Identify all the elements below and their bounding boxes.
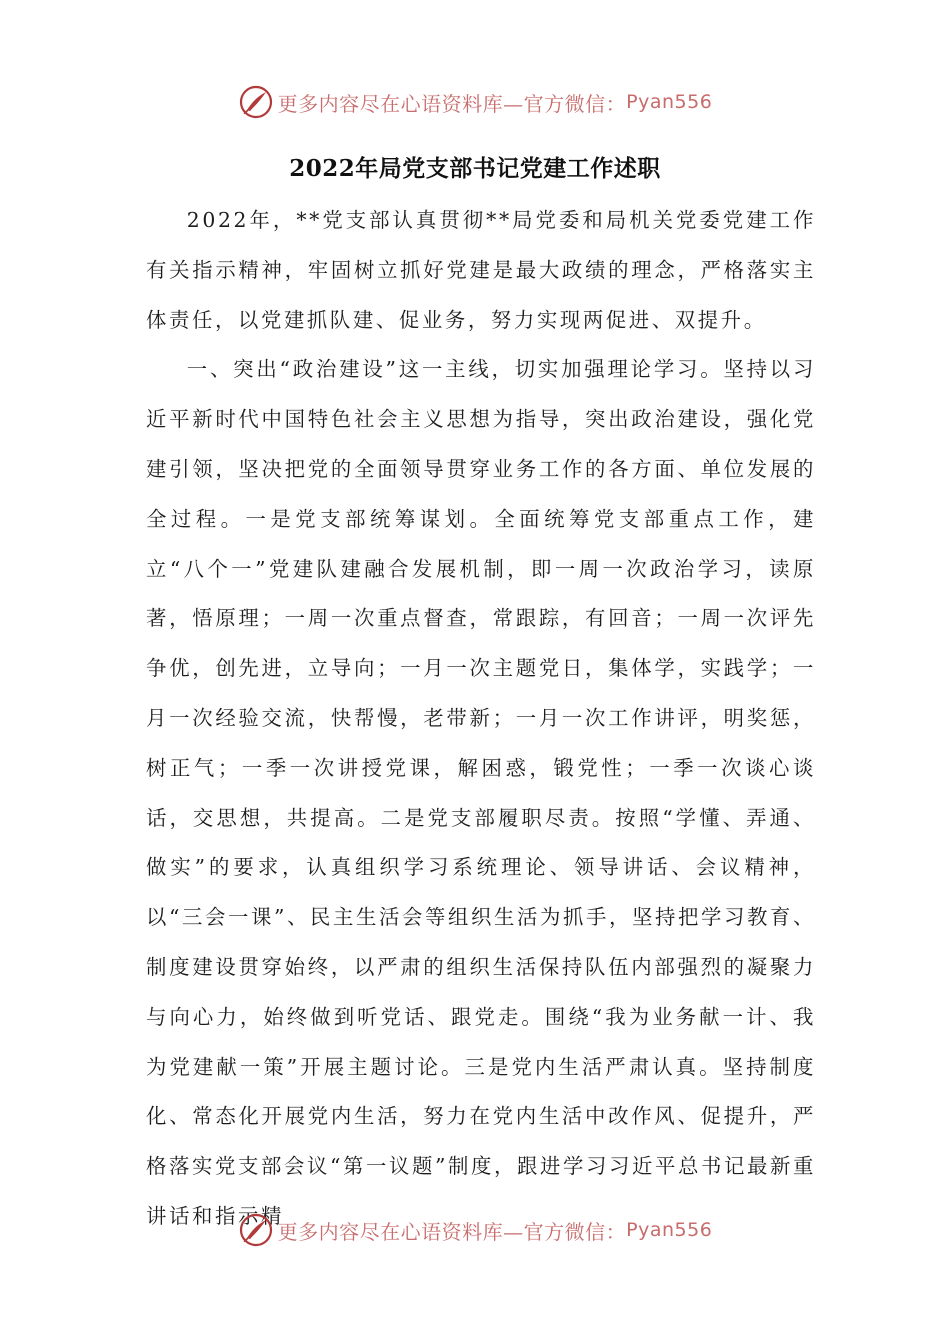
document-body <box>146 196 816 1242</box>
document-title: 2022年局党支部书记党建工作述职 <box>289 155 661 182</box>
watermark-text: 更多内容尽在心语资料库—官方微信： <box>277 1219 627 1244</box>
watermark-banner-top <box>0 82 950 122</box>
watermark-wechat-id: Pyan556 <box>626 91 713 113</box>
quill-logo-icon <box>238 1212 274 1248</box>
paragraph-section-one: 一、突出“政治建设”这一主线，切实加强理论学习。坚持以习近平新时代中国特色社会主义思想为指导，突出政治建设，强化党建引领，坚决把党的全面领导贯穿业务工作的各方面、单位发展的全过程。一是党支部统筹谋划。全面统筹党支部重点工作，建立“八个一”党建队建融合发展机制，即一周一次政治学习，读原著，悟原理；一周一次重点督查，常跟踪，有回音；一周一次评先争优，创先进，立导向；一月一次主题党日，集体学，实践学；一月一次经验交流，快帮慢，老带新；一月一次工作讲评，明奖惩，树正气；一季一次讲授党课，解困惑，锻党性；一季一次谈心谈话，交思想，共提高。二是党支部履职尽责。按照“学懂、弄通、做实”的要求，认真组织学习系统理论、领导讲话、会议精神，以“三会一课”、民主生活会等组织生活为抓手，坚持把学习教育、制度建设贯穿始终，以严肃的组织生活保持队伍内部强烈的凝聚力与向心力，始终做到听党话、跟党走。围绕“我为业务献一计、我为党建献一策”开展主题讨论。三是党内生活严肃认真。坚持制度化、常态化开展党内生活，努力在党内生活中改作风、促提升，严格落实党支部会议“第一议题”制度，跟进学习习近平总书记最新重讲话和指示精 <box>146 357 816 1228</box>
quill-logo-icon <box>238 84 274 120</box>
watermark-banner-bottom <box>0 1210 950 1250</box>
paragraph-intro: 2022年，**党支部认真贯彻**局党委和局机关党委党建工作有关指示精神，牢固树立抓好党建是最大政绩的理念，严格落实主体责任，以党建抓队建、促业务，努力实现两促进、双提升。 <box>146 208 816 332</box>
watermark-wechat-id: Pyan556 <box>626 1219 713 1241</box>
watermark-text: 更多内容尽在心语资料库—官方微信： <box>277 91 627 116</box>
